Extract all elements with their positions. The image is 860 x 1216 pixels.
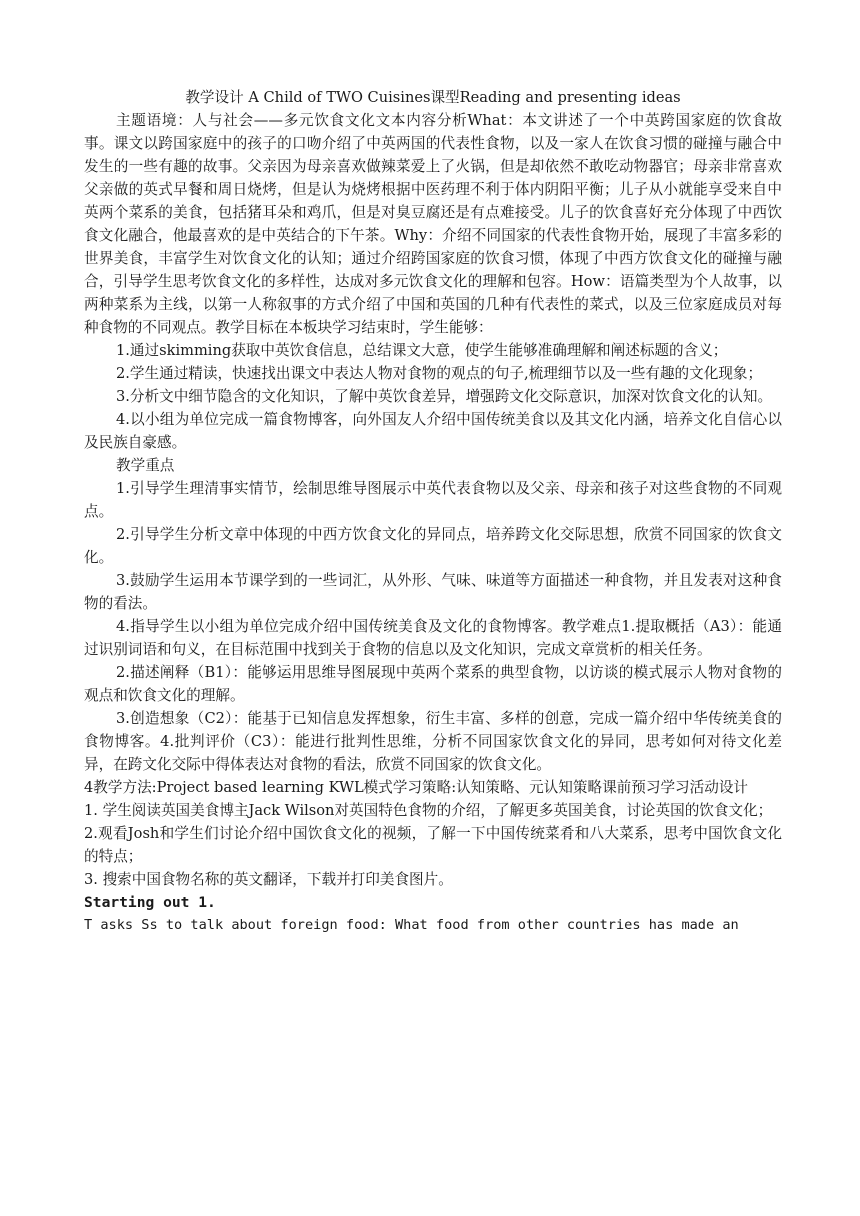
prep-activity: 2.观看Josh和学生们讨论介绍中国饮食文化的视频，了解一下中国传统菜肴和八大菜系，思考中国饮食文化的特点； [84,825,782,865]
key-point-item: 3.鼓励学生运用本节课学到的一些词汇，从外形、气味、味道等方面描述一种食物，并且发表对这种食物的看法。 [84,572,782,612]
goal-item: 1.通过skimming获取中英饮食信息，总结课文大意，使学生能够准确理解和阐述标题的含义； [116,342,728,359]
key-point-item: 2.描述阐释（B1）：能够运用思维导图展现中英两个菜系的典型食物，以访谈的模式展示人物对食物的观点和饮食文化的理解。 [84,664,782,704]
document-page [84,86,782,937]
key-point-item: 3.创造想象（C2）：能基于已知信息发挥想象，衍生丰富、多样的创意，完成一篇介绍中华传统美食的食物博客。4.批判评价（C3）：能进行批判性思维，分析不同国家饮食文化的异同，思考如何对待文化差异，在跨文化交际中得体表达对食物的看法，欣赏不同国家的饮食文化。 [84,710,782,773]
document-title: 教学设计 A Child of TWO Cuisines课型Reading and presenting ideas [185,89,681,106]
teaching-method: 4教学方法:Project based learning KWL模式学习策略:认知策略、元认知策略课前预习学习活动设计 [84,779,749,796]
prep-activity: 1. 学生阅读英国美食博主Jack Wilson对英国特色食物的介绍，了解更多英国美食，讨论英国的饮食文化； [84,802,773,819]
body-text-line: T asks Ss to talk about foreign food: What food from other countries has made an [84,917,739,933]
key-point-item: 1.引导学生理清事实情节，绘制思维导图展示中英代表食物以及父亲、母亲和孩子对这些食物的不同观点。 [84,480,782,520]
goal-item: 2.学生通过精读，快速找出课文中表达人物对食物的观点的句子,梳理细节以及一些有趣的文化现象； [116,365,763,382]
prep-activity: 3. 搜索中国食物名称的英文翻译，下载并打印美食图片。 [84,871,453,888]
goal-item: 3.分析文中细节隐含的文化知识，了解中英饮食差异，增强跨文化交际意识，加深对饮食文化的认知。 [116,388,773,405]
key-point-item: 4.指导学生以小组为单位完成介绍中国传统美食及文化的食物博客。教学难点1.提取概括（A3）：能通过识别词语和句义，在目标范围中找到关于食物的信息以及文化知识，完成文章赏析的相关任务。 [84,618,782,658]
key-points-heading: 教学重点 [116,457,175,474]
intro-paragraph: 主题语境：人与社会——多元饮食文化文本内容分析What：本文讲述了一个中英跨国家庭的饮食故事。课文以跨国家庭中的孩子的口吻介绍了中英两国的代表性食物，以及一家人在饮食习惯的碰撞与融合中发生的一些有趣的故事。父亲因为母亲喜欢做辣菜爱上了火锅，但是却依然不敢吃动物器官；母亲非常喜欢父亲做的英式早餐和周日烧烤，但是认为烧烤根据中医药理不利于体内阴阳平衡；儿子从小就能享受来自中英两个菜系的美食，包括猪耳朵和鸡爪，但是对臭豆腐还是有点难接受。儿子的饮食喜好充分体现了中西饮食文化融合，他最喜欢的是中英结合的下午茶。Why：介绍不同国家的代表性食物开始，展现了丰富多彩的世界美食，丰富学生对饮食文化的认知；通过介绍跨国家庭的饮食习惯，体现了中西方饮食文化的碰撞与融合，引导学生思考饮食文化的多样性，达成对多元饮食文化的理解和包容。How：语篇类型为个人故事，以两种菜系为主线，以第一人称叙事的方式介绍了中国和英国的几种有代表性的菜式，以及三位家庭成员对每种食物的不同观点。教学目标在本板块学习结束时，学生能够： [84,112,782,336]
goal-item: 4.以小组为单位完成一篇食物博客，向外国友人介绍中国传统美食以及其文化内涵，培养文化自信心以及民族自豪感。 [84,411,782,451]
starting-out-heading: Starting out 1. [84,894,216,911]
key-point-item: 2.引导学生分析文章中体现的中西方饮食文化的异同点，培养跨文化交际思想，欣赏不同国家的饮食文化。 [84,526,782,566]
